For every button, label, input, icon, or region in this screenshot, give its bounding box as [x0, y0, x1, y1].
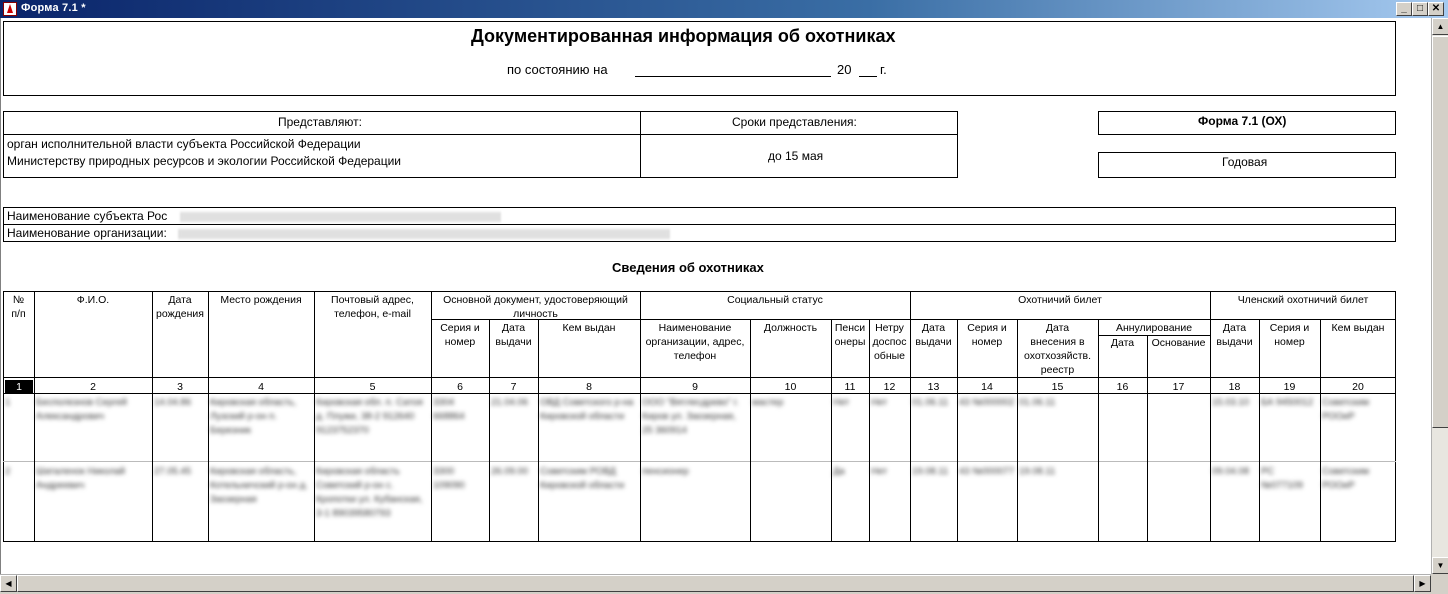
column-number: 1 — [5, 380, 33, 394]
column-number: 17 — [1172, 381, 1185, 393]
header-id-document: Основной документ, удостоверяющий личность — [443, 294, 628, 320]
header-member-issued: Кем выдан — [1331, 322, 1385, 334]
table-cell: 26.09.00 — [491, 466, 528, 477]
table-cell: Нет — [871, 397, 888, 408]
table-cell: 1 — [5, 397, 11, 408]
table-cell: Кировская область Советский р-он с. Кропотки ул. Кубанская, 3-1 89039580793 — [316, 466, 423, 519]
column-number: 10 — [784, 381, 797, 393]
col-line — [34, 291, 35, 542]
presenters-col-divider — [640, 111, 641, 178]
column-number: 7 — [510, 381, 517, 393]
column-number: 3 — [177, 381, 183, 393]
scrollbar-corner — [1431, 574, 1448, 594]
table-cell: Кировская область, Котельничский р-он д. Заозерная — [210, 466, 308, 505]
col-line — [538, 319, 539, 542]
close-button[interactable]: ✕ — [1428, 2, 1444, 16]
table-cell: 43 №000002 — [959, 397, 1015, 408]
col-line — [750, 319, 751, 542]
col-line — [1147, 335, 1148, 542]
table-cell: ООО "Вятлесдрево" г. Киров ул. Заозерная, 25 360914 — [642, 397, 739, 436]
col-line — [489, 319, 490, 542]
horizontal-scroll-thumb[interactable] — [17, 575, 1414, 592]
document-area — [0, 18, 1431, 574]
header-num: № п/п — [11, 294, 26, 320]
col-line — [1098, 319, 1099, 542]
subject-label: Наименование субъекта Рос — [7, 209, 168, 223]
presenter-1: орган исполнительной власти субъекта Российской Федерации — [7, 137, 361, 151]
table-cell: Кировская область, Лузский р-он п. Березник — [210, 397, 297, 436]
table-cell: Нет — [871, 466, 888, 477]
scroll-up-arrow-icon[interactable]: ▲ — [1432, 18, 1448, 35]
header-doc-date: Дата выдачи — [495, 322, 532, 348]
header-annulment: Аннулирование — [1115, 322, 1193, 334]
column-number: 8 — [586, 381, 592, 393]
table-cell: Нет — [833, 397, 850, 408]
table-cell: 09.04.08 — [1212, 466, 1249, 477]
header-position: Должность — [763, 322, 818, 334]
header-organization: Наименование организации, адрес, телефон — [645, 322, 745, 362]
table-cell: мастер — [752, 397, 784, 408]
column-number: 11 — [844, 381, 856, 393]
table-cell: РС №077109 — [1261, 466, 1303, 491]
table-cell: 21.04.06 — [491, 397, 528, 408]
scroll-left-arrow-icon[interactable]: ◀ — [0, 575, 17, 592]
table-cell: Да — [833, 466, 845, 477]
header-doc-issued: Кем выдан — [562, 322, 616, 334]
table-cell: 19.08.11 — [912, 466, 949, 477]
col-line — [957, 319, 958, 542]
org-label: Наименование организации: — [7, 226, 167, 240]
year-line — [859, 76, 877, 77]
column-number: 12 — [883, 381, 896, 393]
header-pensioners: Пенси онеры — [834, 322, 866, 348]
column-number: 16 — [1116, 381, 1129, 393]
scroll-right-arrow-icon[interactable]: ▶ — [1414, 575, 1431, 592]
horizontal-scrollbar[interactable] — [0, 574, 1431, 591]
header-address: Почтовый адрес, телефон, e-mail — [331, 294, 414, 320]
subject-redacted — [181, 212, 501, 222]
header-annul-reason: Основание — [1151, 337, 1206, 349]
presenters-divider — [3, 134, 958, 135]
table-cell: 27.05.45 — [154, 466, 191, 477]
col-line — [314, 291, 315, 542]
table-cell: Советским РООиР — [1322, 397, 1370, 422]
column-number: 19 — [1283, 381, 1296, 393]
as-of-date-line — [635, 76, 831, 77]
as-of-label: по состоянию на — [507, 62, 608, 77]
org-redacted — [179, 229, 669, 239]
header-member-date: Дата выдачи — [1216, 322, 1253, 348]
header-disabled: Нетру доспос обные — [872, 322, 907, 362]
col-line — [152, 291, 153, 542]
table-cell: 01.06.11 — [912, 397, 949, 408]
table-cell: 01.06.11 — [1019, 397, 1056, 408]
vertical-scrollbar[interactable] — [1431, 18, 1448, 574]
period-value: Годовая — [1222, 155, 1268, 169]
header-member-ticket: Членский охотничий билет — [1237, 294, 1369, 306]
deadline-value: до 15 мая — [768, 149, 824, 163]
table-cell: Советским РООиР — [1322, 466, 1370, 491]
presenter-2: Министерству природных ресурсов и экологии Российской Федерации — [7, 154, 402, 168]
column-number: 6 — [457, 381, 463, 393]
column-number: 13 — [927, 381, 940, 393]
column-number: 20 — [1352, 381, 1364, 393]
col-line — [208, 291, 209, 542]
header-fio: Ф.И.О. — [76, 294, 110, 306]
table-cell: 14.04.86 — [154, 397, 191, 408]
scroll-down-arrow-icon[interactable]: ▼ — [1432, 557, 1448, 574]
col-line — [1320, 319, 1321, 542]
header-ticket-series: Серия и номер — [967, 322, 1007, 348]
year-suffix: г. — [880, 62, 887, 77]
header-doc-series: Серия и номер — [440, 322, 480, 348]
header-pob: Место рождения — [220, 294, 302, 306]
table-cell: Бесполезнов Сергей Александрович — [36, 397, 127, 422]
col-line — [1259, 319, 1260, 542]
table-cell: Шаталенок Николай Андреевич — [36, 466, 126, 491]
table-cell: 2 — [5, 466, 11, 477]
table-cell: Кировская обл. п. Сатоя д. Плужи, 38-2 912640 9123752370 — [316, 397, 423, 436]
header-bottom-line — [3, 377, 1396, 378]
table-cell: 3304 668864 — [433, 397, 465, 422]
table-cell: БА 9450012 — [1261, 397, 1313, 408]
header-hunting-ticket: Охотничий билет — [1018, 294, 1102, 306]
table-cell: 19.08.11 — [1019, 466, 1056, 477]
form-name: Форма 7.1 (ОХ) — [1198, 114, 1287, 128]
column-number: 9 — [692, 381, 698, 393]
subject-org-divider — [3, 224, 1396, 225]
header-dob: Дата рождения — [156, 294, 204, 320]
header-annul-date: Дата — [1110, 337, 1135, 349]
vertical-scroll-thumb[interactable] — [1432, 36, 1448, 428]
header-social-status: Социальный статус — [727, 294, 823, 306]
col-line — [831, 319, 832, 542]
window-titlebar — [0, 0, 1448, 18]
column-number: 5 — [369, 381, 376, 393]
year-prefix: 20 — [837, 62, 852, 77]
header-member-series: Серия и номер — [1269, 322, 1310, 348]
column-number: 4 — [258, 381, 264, 393]
column-number: 18 — [1228, 381, 1241, 393]
table-cell: ОВД Советского р-на Кировской области — [540, 397, 634, 422]
column-number: 14 — [981, 381, 993, 393]
deadline-header: Сроки представления: — [732, 115, 857, 129]
window-title: Форма 7.1 * — [21, 2, 86, 14]
section-title: Сведения об охотниках — [612, 260, 764, 275]
table-cell: 3300 109090 — [433, 466, 465, 491]
app-icon — [3, 2, 17, 16]
column-number: 15 — [1051, 381, 1064, 393]
table-cell: 43 №000077 — [959, 466, 1015, 477]
header-ticket-registry: Дата внесения в охотхозяйств. реестр — [1023, 322, 1092, 376]
table-cell: пенсионер — [642, 466, 689, 477]
minimize-button[interactable]: _ — [1396, 2, 1412, 16]
row-divider — [3, 461, 1396, 462]
header-ticket-date: Дата выдачи — [915, 322, 952, 348]
column-number: 2 — [90, 381, 96, 393]
presenters-header: Представляют: — [278, 115, 362, 129]
table-cell: Советским РОВД Кировской области — [540, 466, 625, 491]
page-title: Документированная информация об охотниках — [471, 26, 896, 46]
maximize-button[interactable]: □ — [1412, 2, 1428, 16]
table-cell: 15.03.10 — [1212, 397, 1249, 408]
